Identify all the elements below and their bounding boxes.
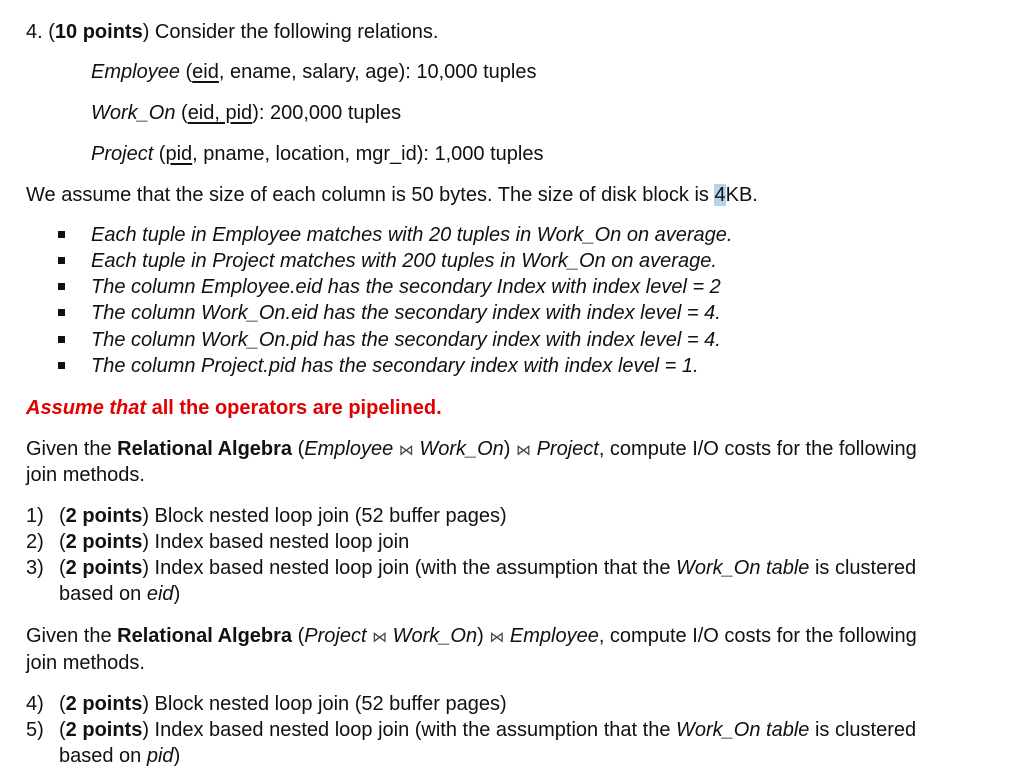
question-points: 10 points (54, 21, 143, 43)
given-statement-2: Given the Relational Algebra (Project ⋈ Work_On) ⋈ Employee, compute I/O costs for the following (26, 625, 917, 647)
question-header: 4. (10 points) Consider the following relations. (26, 21, 439, 43)
bullet-icon (58, 231, 65, 238)
bullet-item: The column Employee.eid has the secondary Index with index level = 2 (58, 274, 721, 300)
question-item-3-cont: based on eid) (59, 583, 181, 605)
join-icon: ⋈ (489, 629, 505, 646)
join-icon: ⋈ (516, 442, 531, 459)
question-item-5: 5) (2 points) Index based nested loop join (with the assumption that the Work_On table is clustered (26, 719, 917, 741)
relation-project: Project (pid, pname, location, mgr_id): 1,000 tuples (91, 143, 544, 165)
question-item-1: 1) (2 points) Block nested loop join (52 buffer pages) (26, 505, 507, 527)
relation-work-on: Work_On (eid, pid): 200,000 tuples (91, 102, 402, 124)
bullet-item: The column Work_On.pid has the secondary index with index level = 4. (58, 327, 721, 353)
bullet-icon (58, 362, 65, 369)
bullet-icon (58, 309, 65, 316)
given-statement-1: Given the Relational Algebra (Employee ⋈ Work_On) ⋈ Project, compute I/O costs for the following (26, 438, 917, 460)
relation-employee: Employee (eid, ename, salary, age): 10,000 tuples (91, 61, 537, 83)
bullet-item: Each tuple in Project matches with 200 tuples in Work_On on average. (58, 248, 717, 274)
size-assumption: We assume that the size of each column is 50 bytes. The size of disk block is 4KB. (26, 184, 758, 206)
question-item-2: 2) (2 points) Index based nested loop join (26, 531, 410, 553)
bullet-item: The column Project.pid has the secondary index with index level = 1. (58, 353, 699, 379)
bullet-icon (58, 336, 65, 343)
bullet-item: Each tuple in Employee matches with 20 tuples in Work_On on average. (58, 222, 732, 248)
join-icon: ⋈ (372, 629, 388, 646)
question-item-4: 4) (2 points) Block nested loop join (52 buffer pages) (26, 693, 507, 715)
pipeline-note: Assume that all the operators are pipelined. (26, 397, 442, 419)
bullet-item: The column Work_On.eid has the secondary index with index level = 4. (58, 300, 721, 326)
bullet-icon (58, 257, 65, 264)
given-statement-2-cont: join methods. (26, 652, 145, 674)
question-item-5-cont: based on pid) (59, 745, 181, 767)
question-item-3: 3) (2 points) Index based nested loop join (with the assumption that the Work_On table is clustered (26, 557, 917, 579)
highlighted-text: 4 (714, 184, 726, 206)
join-icon: ⋈ (398, 442, 414, 459)
bullet-icon (58, 283, 65, 290)
given-statement-1-cont: join methods. (26, 464, 145, 486)
